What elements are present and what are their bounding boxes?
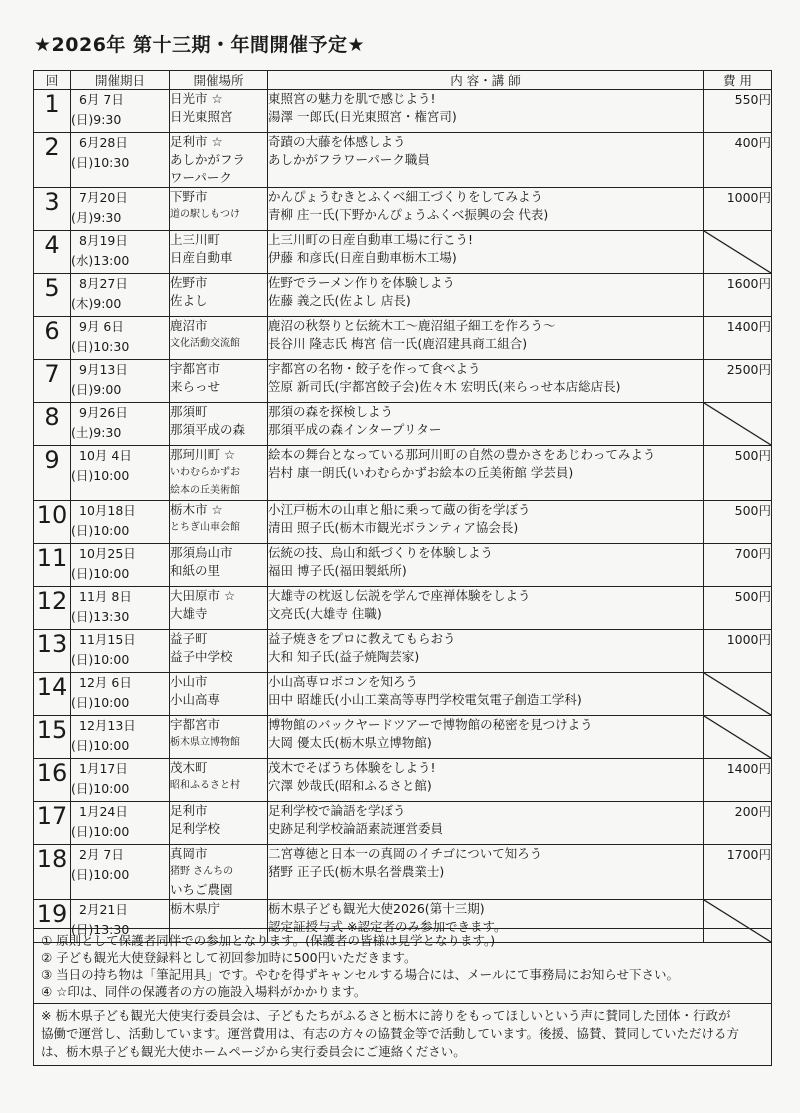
row-content-cell — [268, 544, 704, 587]
row-topic: 二宮尊徳と日本一の真岡のイチゴについて知ろう — [268, 846, 543, 861]
notes-box — [33, 928, 772, 1004]
row-date-cell — [71, 188, 170, 231]
row-venue-line: 和紙の里 — [170, 563, 221, 578]
row-venue-line: 文化活動交流館 — [170, 338, 240, 349]
row-topic: 博物館のバックヤードツアーで博物館の秘密を見つけよう — [268, 717, 593, 732]
table-row — [34, 630, 772, 673]
row-venue-line: 那須平成の森 — [170, 422, 246, 437]
row-content-cell — [268, 274, 704, 317]
row-fee: 400円 — [704, 133, 772, 188]
row-topic: 益子焼きをプロに教えてもらおう — [268, 631, 456, 646]
row-venue-line: いわむらかずお — [170, 467, 240, 478]
row-number: 3 — [34, 188, 71, 231]
row-lecturer: あしかがフラワーパーク職員 — [268, 152, 430, 167]
row-venue-line: 栃木市 ☆ — [170, 502, 223, 517]
row-fee: 1000円 — [704, 188, 772, 231]
row-day-time: (月)9:30 — [71, 210, 122, 225]
schedule-table — [33, 70, 772, 943]
row-date: 11月 8日 — [79, 589, 132, 604]
row-date: 10月25日 — [79, 546, 136, 561]
row-date-cell — [71, 802, 170, 845]
row-lecturer: 田中 昭雄氏(小山工業高等専門学校電気電子創造工学科) — [268, 692, 582, 707]
diagonal-slash-icon — [704, 231, 771, 273]
row-day-time: (水)13:00 — [71, 253, 130, 268]
row-venue-cell — [170, 673, 268, 716]
row-fee: 1000円 — [704, 630, 772, 673]
row-fee: 1700円 — [704, 845, 772, 900]
row-venue-line: 宇都宮市 — [170, 361, 221, 376]
row-venue-line: 那珂川町 ☆ — [170, 447, 236, 462]
row-topic: 宇都宮の名物・餃子を作って食べよう — [268, 361, 481, 376]
row-lecturer: 史跡足利学校論語素読運営委員 — [268, 821, 444, 836]
row-lecturer: 笠原 新司氏(宇都宮餃子会)佐々木 宏明氏(来らっせ本店総店長) — [268, 379, 621, 394]
row-date: 9月13日 — [79, 362, 128, 377]
row-venue-line: とちぎ山車会館 — [170, 522, 240, 533]
footer-line: は、栃木県子ども観光大使ホームページから実行委員会にご連絡ください。 — [41, 1044, 466, 1059]
row-venue-line: 足利学校 — [170, 821, 221, 836]
row-fee-not-applicable — [704, 716, 772, 759]
row-content-cell — [268, 133, 704, 188]
page-title: ★2026年 第十三期・年間開催予定★ — [34, 34, 366, 56]
row-date: 8月27日 — [79, 276, 128, 291]
row-venue-cell — [170, 587, 268, 630]
row-venue-line: 那須町 — [170, 404, 208, 419]
row-content-cell — [268, 317, 704, 360]
row-topic: 伝統の技、烏山和紙づくりを体験しよう — [268, 545, 494, 560]
row-date-cell — [71, 587, 170, 630]
row-fee: 550円 — [704, 90, 772, 133]
row-fee: 700円 — [704, 544, 772, 587]
row-content-cell — [268, 446, 704, 501]
note-item: ③ 当日の持ち物は「筆記用具」です。やむを得ずキャンセルする場合には、メールにて事務局にお知らせ下さい。 — [41, 967, 680, 982]
row-day-time: (日)9:00 — [71, 382, 122, 397]
row-content-cell — [268, 231, 704, 274]
row-date-cell — [71, 716, 170, 759]
row-lecturer: 青柳 庄一氏(下野かんぴょうふくべ振興の会 代表) — [268, 207, 549, 222]
row-topic: 鹿沼の秋祭りと伝統木工～鹿沼組子細工を作ろう～ — [268, 318, 556, 333]
row-day-time: (日)10:30 — [71, 339, 130, 354]
table-row — [34, 845, 772, 900]
row-lecturer: 認定証授与式 ※認定者のみ参加できます。 — [268, 919, 507, 934]
row-date: 6月 7日 — [79, 92, 124, 107]
row-topic: 足利学校で論語を学ぼう — [268, 803, 406, 818]
row-topic: 栃木県子ども観光大使2026(第十三期) — [268, 901, 485, 916]
row-venue-line: 足利市 ☆ — [170, 134, 223, 149]
row-date: 1月24日 — [79, 804, 128, 819]
row-venue-line: 日光市 ☆ — [170, 91, 223, 106]
row-date: 12月13日 — [79, 718, 136, 733]
row-day-time: (日)9:30 — [71, 112, 122, 127]
row-day-time: (日)10:00 — [71, 468, 130, 483]
row-date: 2月 7日 — [79, 847, 124, 862]
row-venue-cell — [170, 360, 268, 403]
row-day-time: (日)13:30 — [71, 922, 130, 937]
table-row — [34, 501, 772, 544]
row-venue-line: 大田原市 ☆ — [170, 588, 236, 603]
row-venue-cell — [170, 133, 268, 188]
row-lecturer: 佐藤 義之氏(佐よし 店長) — [268, 293, 411, 308]
header-fee: 費 用 — [704, 71, 772, 90]
row-day-time: (木)9:00 — [71, 296, 122, 311]
row-venue-line: 佐野市 — [170, 275, 208, 290]
diagonal-slash-icon — [704, 403, 771, 445]
row-number: 2 — [34, 133, 71, 188]
row-content-cell — [268, 403, 704, 446]
row-venue-line: 日産自動車 — [170, 250, 233, 265]
row-lecturer: 猪野 正子氏(栃木県名誉農業士) — [268, 864, 445, 879]
row-content-cell — [268, 759, 704, 802]
table-row — [34, 802, 772, 845]
row-fee: 1400円 — [704, 317, 772, 360]
row-number: 15 — [34, 716, 71, 759]
row-topic: 上三川町の日産自動車工場に行こう! — [268, 232, 474, 247]
row-number: 11 — [34, 544, 71, 587]
row-fee-not-applicable — [704, 231, 772, 274]
row-topic: 小江戸栃木の山車と船に乗って蔵の街を学ぼう — [268, 502, 531, 517]
row-number: 8 — [34, 403, 71, 446]
table-row — [34, 360, 772, 403]
row-day-time: (日)10:00 — [71, 824, 130, 839]
row-venue-cell — [170, 759, 268, 802]
row-day-time: (土)9:30 — [71, 425, 122, 440]
row-fee: 500円 — [704, 501, 772, 544]
row-date-cell — [71, 501, 170, 544]
row-venue-line: 昭和ふるさと村 — [170, 780, 240, 791]
table-header-row — [34, 71, 772, 90]
row-topic: かんぴょうむきとふくべ細工づくりをしてみよう — [268, 189, 544, 204]
row-day-time: (日)13:30 — [71, 609, 130, 624]
row-lecturer: 清田 照子氏(栃木市観光ボランティア協会長) — [268, 520, 519, 535]
table-row — [34, 231, 772, 274]
row-date: 10月18日 — [79, 503, 136, 518]
row-day-time: (日)10:30 — [71, 155, 130, 170]
table-row — [34, 188, 772, 231]
row-venue-cell — [170, 274, 268, 317]
row-venue-line: 宇都宮市 — [170, 717, 221, 732]
row-venue-line: あしかがフラ — [170, 152, 246, 167]
table-row — [34, 446, 772, 501]
row-number: 7 — [34, 360, 71, 403]
row-date: 11月15日 — [79, 632, 136, 647]
table-row — [34, 90, 772, 133]
row-venue-cell — [170, 845, 268, 900]
row-date: 6月28日 — [79, 135, 128, 150]
row-date-cell — [71, 403, 170, 446]
row-venue-line: 足利市 — [170, 803, 208, 818]
row-content-cell — [268, 587, 704, 630]
row-date-cell — [71, 630, 170, 673]
row-content-cell — [268, 630, 704, 673]
row-date-cell — [71, 133, 170, 188]
row-venue-cell — [170, 802, 268, 845]
row-content-cell — [268, 360, 704, 403]
footer-line: ※ 栃木県子ども観光大使実行委員会は、子どもたちがふるさと栃木に誇りをもってほしいという声に賛同した団体・行政が — [41, 1008, 731, 1023]
row-venue-line: ワーパーク — [170, 170, 232, 185]
row-date-cell — [71, 759, 170, 802]
row-fee: 500円 — [704, 446, 772, 501]
row-venue-line: 茂木町 — [170, 760, 208, 775]
row-number: 19 — [34, 900, 71, 943]
row-lecturer: 穴澤 妙哉氏(昭和ふるさと館) — [268, 778, 432, 793]
row-topic: 佐野でラーメン作りを体験しよう — [268, 275, 455, 290]
row-date: 1月17日 — [79, 761, 128, 776]
row-fee: 1600円 — [704, 274, 772, 317]
row-number: 9 — [34, 446, 71, 501]
row-content-cell — [268, 501, 704, 544]
row-day-time: (日)10:00 — [71, 781, 130, 796]
row-venue-line: 栃木県立博物館 — [170, 737, 240, 748]
table-row — [34, 587, 772, 630]
row-venue-line: 那須烏山市 — [170, 545, 233, 560]
row-venue-line: 来らっせ — [170, 379, 221, 394]
row-date-cell — [71, 317, 170, 360]
row-day-time: (日)10:00 — [71, 566, 130, 581]
row-venue-cell — [170, 544, 268, 587]
table-row — [34, 317, 772, 360]
row-topic: 小山高専ロボコンを知ろう — [268, 674, 419, 689]
table-row — [34, 759, 772, 802]
row-content-cell — [268, 845, 704, 900]
table-row — [34, 403, 772, 446]
row-date-cell — [71, 360, 170, 403]
row-venue-line: 益子中学校 — [170, 649, 233, 664]
row-fee: 1400円 — [704, 759, 772, 802]
row-topic: 奇蹟の大藤を体感しよう — [268, 134, 406, 149]
row-date: 8月19日 — [79, 233, 128, 248]
note-item: ② 子ども観光大使登録料として初回参加時に500円いただきます。 — [41, 950, 417, 965]
row-topic: 絵本の舞台となっている那珂川町の自然の豊かさをあじわってみよう — [268, 447, 656, 462]
row-lecturer: 大和 知子氏(益子焼陶芸家) — [268, 649, 420, 664]
row-fee-not-applicable — [704, 403, 772, 446]
row-date-cell — [71, 274, 170, 317]
row-venue-cell — [170, 716, 268, 759]
row-topic: 大雄寺の枕返し伝説を学んで座禅体験をしよう — [268, 588, 531, 603]
table-row — [34, 716, 772, 759]
row-venue-cell — [170, 188, 268, 231]
row-date: 10月 4日 — [79, 448, 132, 463]
row-number: 5 — [34, 274, 71, 317]
row-lecturer: 福田 博子氏(福田製紙所) — [268, 563, 407, 578]
row-lecturer: 長谷川 隆志氏 梅宮 信一氏(鹿沼建具商工組合) — [268, 336, 528, 351]
row-number: 17 — [34, 802, 71, 845]
row-date: 7月20日 — [79, 190, 128, 205]
row-number: 12 — [34, 587, 71, 630]
row-venue-cell — [170, 317, 268, 360]
footer-line: 協働で運営し、活動しています。運営費用は、有志の方々の協賛金等で活動しています。後援、協賛、賛同していただける方 — [41, 1026, 740, 1041]
note-item: ① 原則として保護者同伴での参加となります。(保護者の皆様は見学となります。) — [41, 933, 496, 948]
row-content-cell — [268, 90, 704, 133]
row-lecturer: 伊藤 和彦氏(日産自動車栃木工場) — [268, 250, 457, 265]
row-fee: 500円 — [704, 587, 772, 630]
row-date-cell — [71, 845, 170, 900]
row-venue-line: 佐よし — [170, 293, 208, 308]
row-venue-line: 益子町 — [170, 631, 208, 646]
note-item: ④ ☆印は、同伴の保護者の方の施設入場料がかかります。 — [41, 984, 367, 999]
row-fee: 2500円 — [704, 360, 772, 403]
row-lecturer: 大岡 優太氏(栃木県立博物館) — [268, 735, 432, 750]
row-lecturer: 岩村 康一朗氏(いわむらかずお絵本の丘美術館 学芸員) — [268, 465, 574, 480]
row-number: 16 — [34, 759, 71, 802]
row-number: 18 — [34, 845, 71, 900]
row-venue-cell — [170, 90, 268, 133]
row-content-cell — [268, 673, 704, 716]
row-venue-line: 小山市 — [170, 674, 208, 689]
row-venue-cell — [170, 501, 268, 544]
row-date: 12月 6日 — [79, 675, 132, 690]
table-row — [34, 133, 772, 188]
row-venue-line: 日光東照宮 — [170, 109, 233, 124]
row-venue-cell — [170, 403, 268, 446]
row-date: 2月21日 — [79, 902, 128, 917]
row-venue-line: 栃木県庁 — [170, 901, 221, 916]
row-number: 6 — [34, 317, 71, 360]
table-row — [34, 544, 772, 587]
row-topic: 茂木でそばうち体験をしよう! — [268, 760, 436, 775]
row-venue-cell — [170, 231, 268, 274]
row-venue-line: 大雄寺 — [170, 606, 208, 621]
row-fee: 200円 — [704, 802, 772, 845]
row-content-cell — [268, 716, 704, 759]
row-topic: 東照宮の魅力を肌で感じよう! — [268, 91, 436, 106]
row-content-cell — [268, 188, 704, 231]
row-venue-cell — [170, 446, 268, 501]
header-venue: 開催場所 — [170, 71, 268, 90]
header-no: 回 — [34, 71, 71, 90]
table-row — [34, 673, 772, 716]
row-venue-line: 真岡市 — [170, 846, 208, 861]
row-date-cell — [71, 90, 170, 133]
row-venue-cell — [170, 630, 268, 673]
row-fee-not-applicable — [704, 673, 772, 716]
row-date: 9月26日 — [79, 405, 128, 420]
row-venue-line: 猪野 さんちの — [170, 866, 234, 877]
row-number: 10 — [34, 501, 71, 544]
row-content-cell — [268, 802, 704, 845]
diagonal-slash-icon — [704, 673, 771, 715]
row-date-cell — [71, 446, 170, 501]
row-venue-line: 絵本の丘美術館 — [170, 485, 240, 496]
table-row — [34, 274, 772, 317]
row-number: 4 — [34, 231, 71, 274]
row-number: 13 — [34, 630, 71, 673]
header-date: 開催期日 — [71, 71, 170, 90]
row-number: 1 — [34, 90, 71, 133]
row-venue-line: 道の駅しもつけ — [170, 209, 240, 220]
row-date-cell — [71, 544, 170, 587]
row-day-time: (日)10:00 — [71, 695, 130, 710]
row-day-time: (日)10:00 — [71, 738, 130, 753]
row-date-cell — [71, 231, 170, 274]
row-date: 9月 6日 — [79, 319, 124, 334]
row-day-time: (日)10:00 — [71, 867, 130, 882]
row-venue-line: 下野市 — [170, 189, 208, 204]
row-venue-line: いちご農園 — [170, 882, 233, 897]
row-venue-line: 上三川町 — [170, 232, 221, 247]
diagonal-slash-icon — [704, 716, 771, 758]
footer-box — [33, 1003, 772, 1066]
row-date-cell — [71, 673, 170, 716]
row-topic: 那須の森を探検しよう — [268, 404, 394, 419]
row-number: 14 — [34, 673, 71, 716]
row-lecturer: 文亮氏(大雄寺 住職) — [268, 606, 382, 621]
row-lecturer: 湯澤 一郎氏(日光東照宮・権宮司) — [268, 109, 457, 124]
row-venue-line: 小山高専 — [170, 692, 221, 707]
row-venue-line: 鹿沼市 — [170, 318, 208, 333]
header-content: 内 容・講 師 — [268, 71, 704, 90]
row-day-time: (日)10:00 — [71, 652, 130, 667]
row-day-time: (日)10:00 — [71, 523, 130, 538]
row-lecturer: 那須平成の森インタープリター — [268, 422, 442, 437]
